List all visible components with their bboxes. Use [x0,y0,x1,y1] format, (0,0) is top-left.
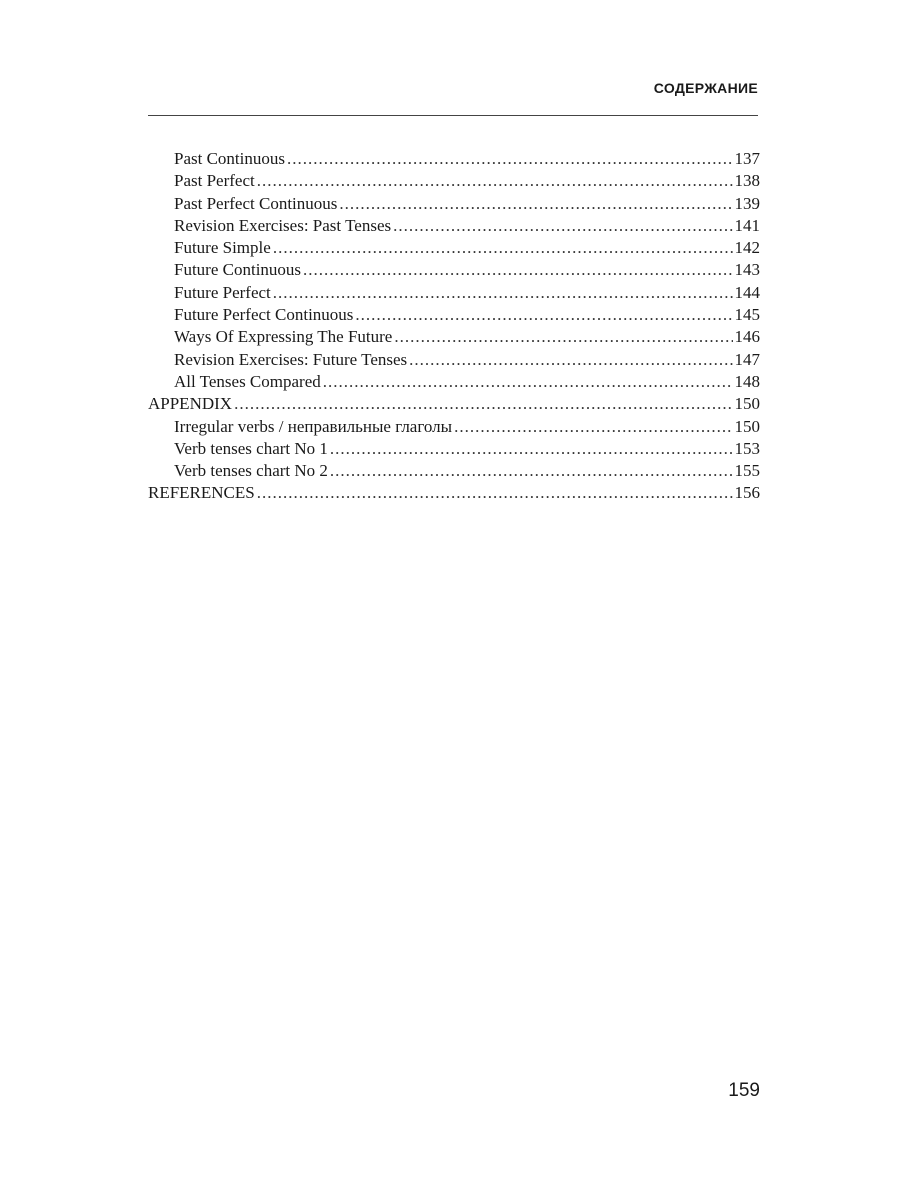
toc-entry [148,482,760,504]
toc-entry-title: Past Perfect Continuous [174,193,338,213]
toc-entry [148,259,760,281]
toc-entry [148,215,760,237]
toc-entry-title: Revision Exercises: Past Tenses [174,215,392,235]
dot-leader [339,193,732,215]
toc-entry-title: All Tenses Compared [174,371,321,391]
header-rule [148,115,758,116]
toc-entry-page: 138 [734,171,760,191]
toc-entry-page: 147 [734,349,760,369]
toc-entry-page: 150 [734,416,760,436]
toc-entry-page: 144 [734,282,760,302]
page-number: 159 [728,1080,760,1101]
toc-entry-title: Future Perfect [174,282,271,302]
toc-entry-title: Verb tenses chart No 1 [174,438,328,458]
toc-entry-page: 137 [734,149,760,168]
toc-entry-title: Future Perfect Continuous [174,305,354,325]
toc-entry-page: 150 [734,394,760,414]
toc-entry [148,460,760,482]
toc-entry [148,170,760,192]
toc-entry-title: REFERENCES [148,483,255,503]
dot-leader [287,148,733,170]
dot-leader [257,482,733,504]
toc-entry [148,148,760,170]
dot-leader [273,282,733,304]
toc-entry [148,237,760,259]
toc-entry-page: 143 [734,260,760,280]
toc-entry-title: Past Perfect [174,171,255,191]
toc-entry-page: 153 [734,438,760,458]
dot-leader [454,416,732,438]
dot-leader [273,237,733,259]
dot-leader [303,259,732,281]
toc-entry-title: Future Simple [174,238,271,258]
toc-entry-page: 155 [734,461,760,481]
dot-leader [257,170,733,192]
toc-entry [148,371,760,393]
dot-leader [234,393,732,415]
dot-leader [330,460,733,482]
toc-entry-page: 139 [734,193,760,213]
running-head: СОДЕРЖАНИЕ [653,80,758,96]
toc-entry-page: 146 [734,327,760,347]
toc-entry-title: Irregular verbs / неправильные глаголы [174,416,453,436]
toc-entry-title: Future Continuous [174,260,302,280]
toc-entry-page: 142 [734,238,760,258]
toc-entry [148,416,760,438]
toc-entry [148,349,760,371]
toc-entry [148,193,760,215]
toc-entry [148,393,760,415]
dot-leader [355,304,732,326]
dot-leader [393,215,732,237]
toc-entry [148,438,760,460]
toc-entry-title: Ways Of Expressing The Future [174,327,393,347]
toc-entry-title: Verb tenses chart No 2 [174,461,328,481]
dot-leader [323,371,733,393]
dot-leader [394,326,732,348]
toc-entry-title: Revision Exercises: Future Tenses [174,349,408,369]
toc-entry [148,326,760,348]
toc-entry-page: 145 [734,305,760,325]
table-of-contents [148,148,760,505]
toc-entry [148,304,760,326]
toc-entry [148,282,760,304]
toc-entry-page: 156 [734,483,760,503]
toc-entry-page: 141 [734,215,760,235]
dot-leader [330,438,733,460]
toc-entry-title: Past Continuous [174,149,285,168]
dot-leader [409,349,732,371]
toc-entry-title: APPENDIX [148,394,233,414]
toc-entry-page: 148 [734,371,760,391]
